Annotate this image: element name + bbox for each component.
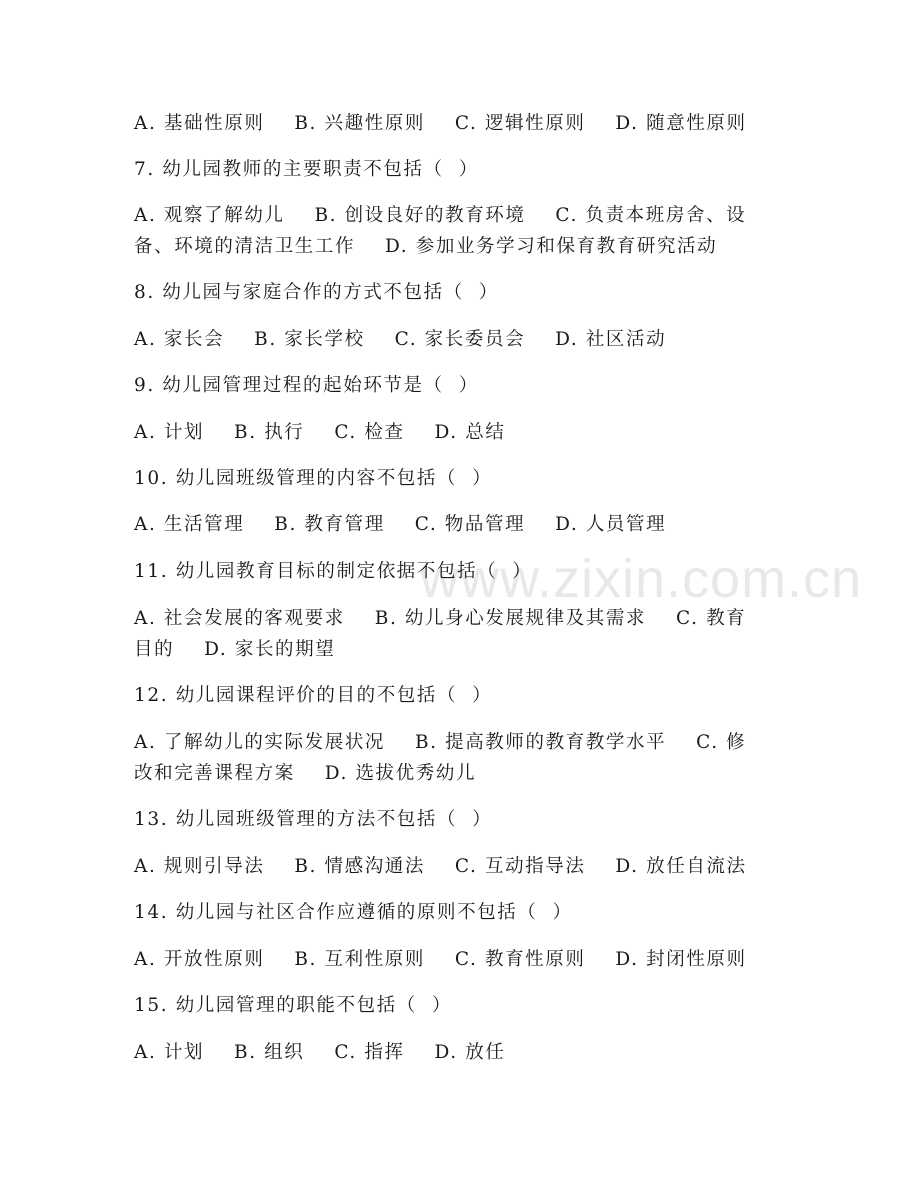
option-line: A. 计划 B. 执行 C. 检查 D. 总结 <box>134 422 506 443</box>
question-line: 8. 幼儿园与家庭合作的方式不包括（ ） <box>134 282 499 303</box>
option-line: 改和完善课程方案 D. 选拔优秀幼儿 <box>134 763 477 784</box>
option-line: A. 规则引导法 B. 情感沟通法 C. 互动指导法 D. 放任自流法 <box>134 856 747 877</box>
question-line: 13. 幼儿园班级管理的方法不包括（ ） <box>134 809 493 830</box>
option-line: A. 基础性原则 B. 兴趣性原则 C. 逻辑性原则 D. 随意性原则 <box>134 113 747 134</box>
option-line: A. 计划 B. 组织 C. 指挥 D. 放任 <box>134 1042 506 1063</box>
question-line: 14. 幼儿园与社区合作应遵循的原则不包括（ ） <box>134 902 573 923</box>
question-line: 12. 幼儿园课程评价的目的不包括（ ） <box>134 685 493 706</box>
question-line: 11. 幼儿园教育目标的制定依据不包括（ ） <box>134 561 533 582</box>
option-line: A. 家长会 B. 家长学校 C. 家长委员会 D. 社区活动 <box>134 329 667 350</box>
question-line: 10. 幼儿园班级管理的内容不包括（ ） <box>134 468 493 489</box>
watermark: www.zixin.com.cn <box>420 549 863 609</box>
option-line: A. 开放性原则 B. 互利性原则 C. 教育性原则 D. 封闭性原则 <box>134 949 747 970</box>
option-line: A. 了解幼儿的实际发展状况 B. 提高教师的教育教学水平 C. 修 <box>134 732 747 753</box>
option-line: 备、环境的清洁卫生工作 D. 参加业务学习和保育教育研究活动 <box>134 236 718 257</box>
option-line: A. 生活管理 B. 教育管理 C. 物品管理 D. 人员管理 <box>134 514 667 535</box>
question-line: 9. 幼儿园管理过程的起始环节是（ ） <box>134 375 479 396</box>
question-line: 15. 幼儿园管理的职能不包括（ ） <box>134 995 452 1016</box>
option-line: A. 观察了解幼儿 B. 创设良好的教育环境 C. 负责本班房舍、设 <box>134 205 747 226</box>
option-line: A. 社会发展的客观要求 B. 幼儿身心发展规律及其需求 C. 教育 <box>134 608 747 629</box>
option-line: 目的 D. 家长的期望 <box>134 639 336 660</box>
question-line: 7. 幼儿园教师的主要职责不包括（ ） <box>134 159 479 180</box>
